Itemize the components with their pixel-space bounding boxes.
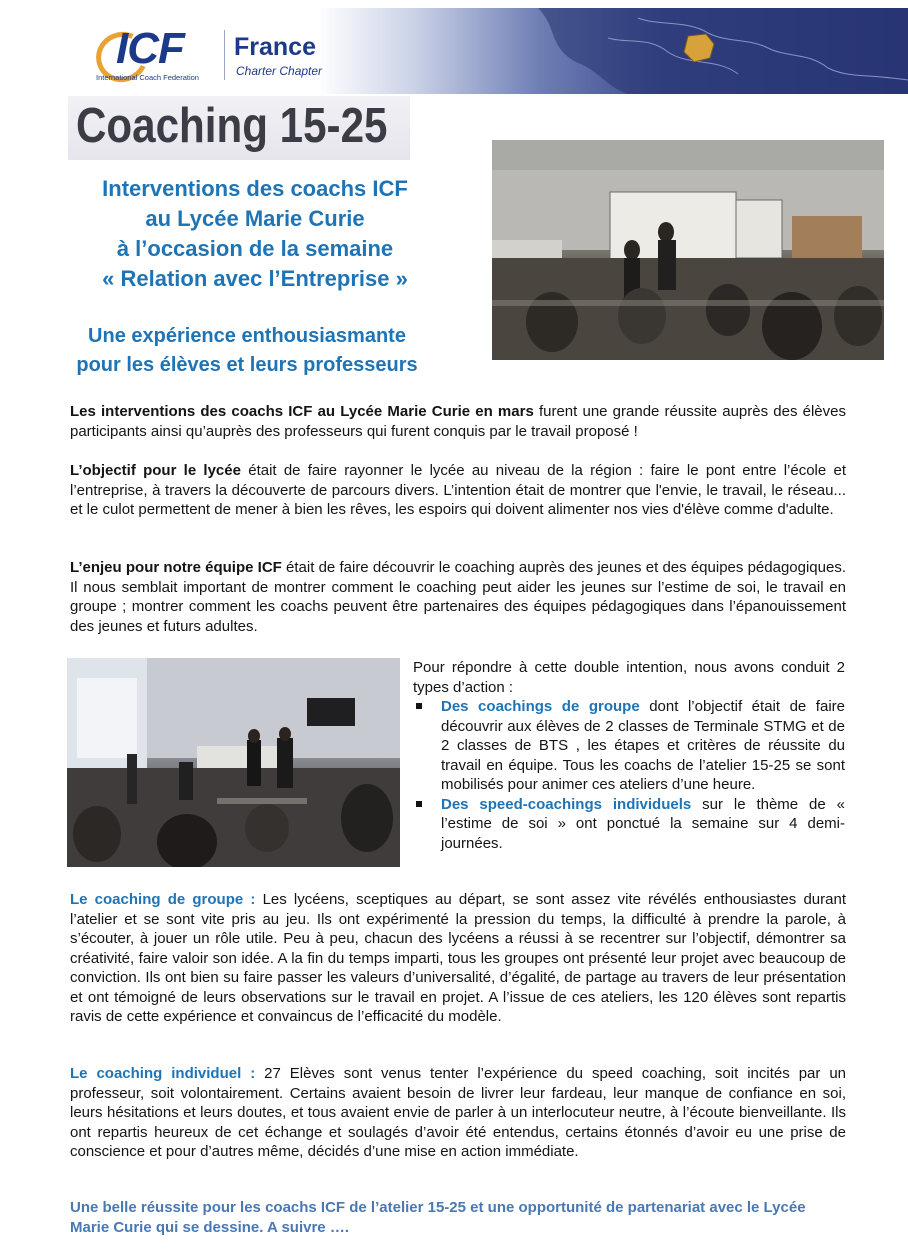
- bullet-text: dont l’objectif était de faire découvrir aux élèves de 2 classes de Terminale STMG et de 2 classes de BTS , les étapes et critères de réussite du travail en équipe. Tous les coachs de l’atelier 15-25 se sont mobilisés pour animer ces ateliers d’une heure.: [441, 698, 845, 793]
- logo-country: France: [234, 33, 316, 61]
- coaching-badge: [68, 96, 410, 160]
- headline-line: à l’occasion de la semaine: [116, 236, 394, 261]
- headline: [30, 174, 480, 294]
- actions-intro: Pour répondre à cette double intention, nous avons conduit 2 types d’action :: [413, 659, 845, 696]
- logo-icf-text: ICF: [116, 24, 184, 73]
- individuel-lead: Le coaching individuel :: [70, 1065, 256, 1082]
- objectif-text: était de faire rayonner le lycée au niveau de la région : faire le pont entre l’école et l’entreprise, à travers la découverte de parcours divers. L’intention était de montrer que l'envie, le travail, le réseau... et le culot permettent de mener à bien les rêves, les espoirs qui doivent alimenter nos vies d'élève comme d'adulte.: [70, 462, 846, 518]
- subheadline: [22, 322, 472, 380]
- bullet-item: [413, 697, 845, 795]
- actions-section: [413, 658, 845, 853]
- closing-statement: Une belle réussite pour les coachs ICF de l’atelier 15-25 et une opportunité de partenariat avec le Lycée Marie Curie qui se dessine. A suivre ….: [70, 1199, 806, 1236]
- objectif-lead: L’objectif pour le lycée: [70, 462, 241, 479]
- bullet-text: sur le thème de « l’estime de soi » ont ponctué la semaine sur 4 demi-journées.: [441, 795, 845, 852]
- objectif-paragraph: [70, 461, 846, 520]
- individuel-paragraph: [70, 1064, 846, 1162]
- groupe-lead: Le coaching de groupe :: [70, 891, 256, 908]
- header-banner: [88, 8, 908, 94]
- classroom-photo-graphic: [492, 140, 884, 360]
- headline-line: Interventions des coachs ICF: [102, 176, 408, 201]
- enjeu-text: était de faire découvrir le coaching auprès des jeunes et des équipes pédagogiques. Il nous semblait important de montrer comment le coaching peut aider les jeunes sur l’estime de soi, le travail en groupe ; montrer comment les coachs peuvent être partenaires des équipes pédagogiques dans l’épanouissement des jeunes et futurs adultes.: [70, 559, 846, 635]
- intro-paragraph: [70, 402, 846, 441]
- classroom-photo: [492, 140, 884, 360]
- subhead-line: Une expérience enthousiasmante: [88, 325, 406, 347]
- badge-title: Coaching 15-25: [76, 99, 388, 153]
- bullet-square-icon: [416, 703, 422, 709]
- intro-text: furent une grande réussite auprès des élèves participants ainsi qu’auprès des professeurs qui furent conquis par le travail proposé !: [70, 403, 846, 440]
- groupe-paragraph: [70, 890, 846, 1027]
- logo-divider: [224, 30, 225, 80]
- enjeu-lead: L’enjeu pour notre équipe ICF: [70, 559, 282, 576]
- bullet-lead: Des coachings de groupe: [441, 698, 640, 715]
- intro-lead: Les interventions des coachs ICF au Lycée Marie Curie en mars: [70, 403, 534, 420]
- subhead-line: pour les élèves et leurs professeurs: [76, 354, 418, 376]
- logo-chapter: Charter Chapter: [236, 64, 323, 78]
- enjeu-paragraph: [70, 558, 846, 636]
- bullet-lead: Des speed-coachings individuels: [441, 795, 692, 813]
- group-session-photo-graphic: [67, 658, 400, 867]
- europe-map-graphic: [388, 8, 908, 94]
- headline-line: au Lycée Marie Curie: [145, 206, 365, 231]
- headline-line: « Relation avec l’Entreprise »: [102, 266, 408, 291]
- group-session-photo: [67, 658, 400, 867]
- icf-france-logo: [88, 26, 338, 86]
- individuel-text: 27 Elèves sont venus tenter l’expérience du speed coaching, soit incités par un professeur, soit volontairement. Certains avaient besoin de livrer leur fardeau, leur manque de confiance en soi, leurs hésitations et leurs doutes, et tous avaient envie de parler à un interlocuteur neutre, à l’écoute bienveillante. Ils ont repartis heureux de cet échange et soulagés d’avoir été entendus, certains étonnés d’avoir eu une prise de conscience et pour d’autres même, décidés d’une mise en action immédiate.: [70, 1065, 847, 1160]
- bullet-item: [413, 795, 845, 854]
- groupe-text: Les lycéens, sceptiques au départ, se sont assez vite révélés enthousiastes durant l’atelier et se sont vite pris au jeu. Ils ont expérimenté la pression du temps, la difficulté à prendre la parole, à s’écouter, à jouer un rôle utile. Peu à peu, chacun des lycéens a réussi à se recentrer sur l’objectif, démontrer sa créativité, faire valoir son idée. A la fin du temps imparti, tous les groupes ont présenté leur projet avec beaucoup de conviction. Ils ont bien su faire passer les valeurs d’universalité, d’égalité, de partage au travers de leur présentation et ont témoigné de leurs observations sur le travail en projet. A l’issue de ces ateliers, les 120 élèves sont repartis ravis de cette expérience et convaincus de l’efficacité du modèle.: [70, 891, 846, 1025]
- logo-subtext: International Coach Federation: [96, 73, 199, 82]
- bullet-square-icon: [416, 801, 422, 807]
